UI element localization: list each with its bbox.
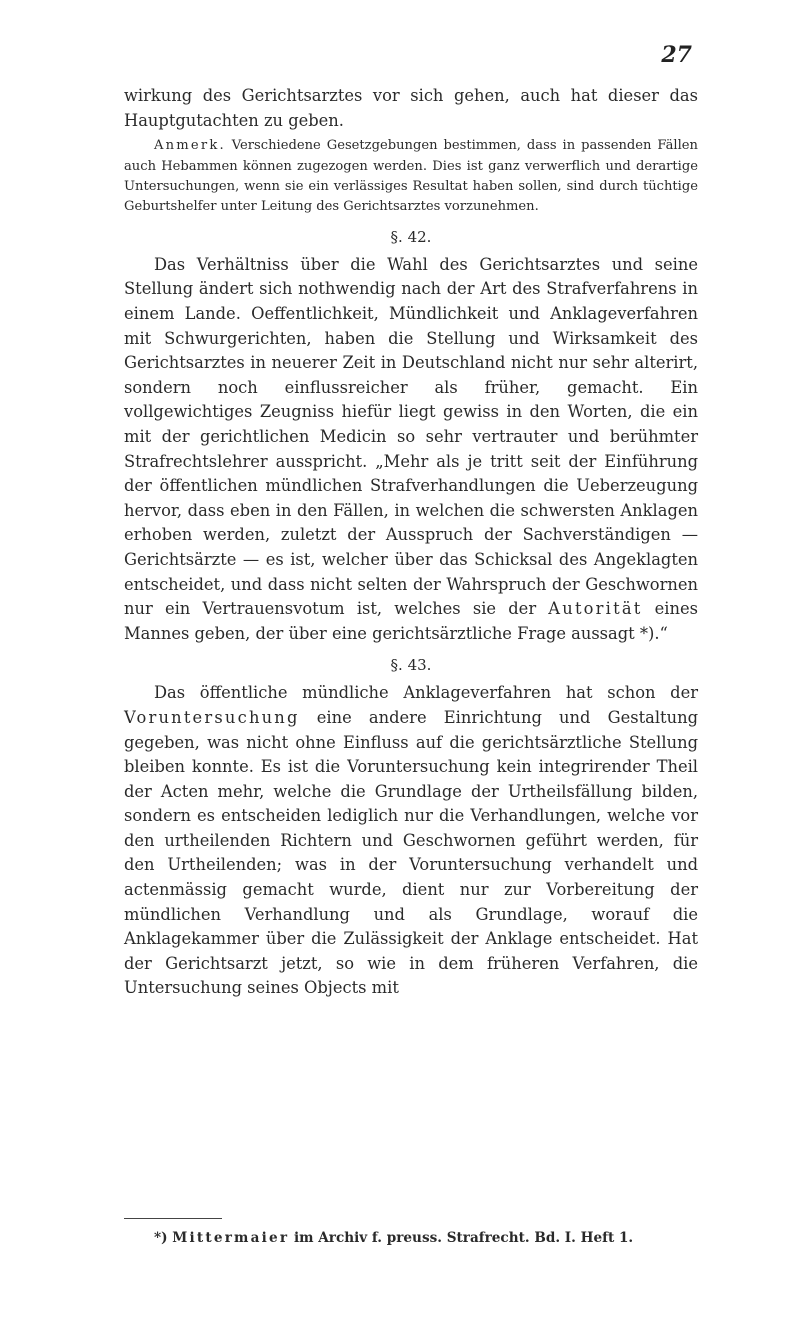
footnote-marker: *) bbox=[154, 1230, 173, 1246]
annotation-text: Verschiedene Gesetzgebungen bestimmen, dass in passenden Fällen auch Hebammen können zugezogen werden. Dies ist ganz verwerflich und derartige Untersuchungen, wenn sie ein verlässiges Resultat haben sollen, sind durch tüchtige Geburtshelfer unter Leitung des Gerichtsarztes vorzunehmen. bbox=[124, 138, 698, 215]
paragraph-continuation: wirkung des Gerichtsarztes vor sich gehen, auch hat dieser das Hauptgutachten zu geben. bbox=[124, 86, 698, 130]
footnote-divider bbox=[124, 1218, 222, 1219]
footnote-text: im Archiv f. preuss. Strafrecht. Bd. I. Heft 1. bbox=[289, 1230, 634, 1246]
footnote-author: Mittermaier bbox=[172, 1230, 290, 1246]
paragraph-43-rest: eine andere Einrichtung und Gestaltung gegeben, was nicht ohne Einfluss auf die gerichtsärztliche Stellung bleiben konnte. Es ist die Voruntersuchung kein integrirender Theil der Acten mehr, welche die Grundlage der Urtheilsfällung bilden, sondern es entscheiden lediglich nur die Verhandlungen, welche vor den urtheilenden Richtern und Geschwornen geführt werden, für den Urtheilenden; was in der Voruntersuchung verhandelt und actenmässig gemacht wurde, dient nur zur Vorbereitung der mündlichen Verhandlung und als Grundlage, worauf die Anklagekammer über die Zulässigkeit der Anklage entscheidet. Hat der Gerichtsarzt jetzt, so wie in dem früheren Verfahren, die Untersuchung seines Objects mit bbox=[124, 707, 698, 998]
paragraph-42-text: Das Verhältniss über die Wahl des Gerichtsarztes und seine Stellung ändert sich nothwendig nach der Art des Strafverfahrens in einem Lande. Oeffentlichkeit, Mündlichkeit und Anklageverfahren mit Schwurgerichten, haben die Stellung und Wirksamkeit des Gerichtsarztes in neuerer Zeit in Deutschland nicht nur sehr alterirt, sondern noch einflussreicher als früher, gemacht. Ein vollgewichtiges Zeugniss hiefür liegt gewiss in den Worten, die ein mit der gerichtlichen Medicin so sehr vertrauter und berühmter Strafrechtslehrer ausspricht. „Mehr als je tritt seit der Einführung der öffentlichen mündlichen Strafverhandlungen die Ueberzeugung hervor, dass eben in den Fällen, in welchen die schwersten Anklagen erhoben werden, zuletzt der Ausspruch der Sachverständigen — Gerichtsärzte — es ist, welcher über das Schicksal des Angeklagten entscheidet, und dass nicht selten der Wahrspruch der Geschwornen nur ein Vertrauensvotum ist, welches sie der bbox=[124, 254, 698, 619]
section-heading-42: §. 42. bbox=[390, 227, 432, 246]
footnote bbox=[154, 1228, 698, 1248]
body-text bbox=[124, 84, 698, 1001]
paragraph-43-start: Das öffentliche mündliche Anklageverfahren hat schon der bbox=[154, 683, 698, 703]
annotation-paragraph bbox=[124, 136, 698, 218]
page-number: 27 bbox=[661, 42, 692, 68]
section-heading-43: §. 43. bbox=[390, 656, 432, 675]
book-page bbox=[124, 0, 698, 1330]
paragraph-section-43 bbox=[124, 681, 698, 1001]
paragraph-42-emphasis: Autorität bbox=[548, 599, 643, 619]
annotation-label: Anmerk. bbox=[154, 138, 226, 154]
paragraph-42-end: eines Mannes geben, der über eine gerichtsärztliche Frage aussagt *).“ bbox=[124, 599, 698, 643]
paragraph-section-42 bbox=[124, 253, 698, 647]
paragraph-43-emphasis: Voruntersuchung bbox=[124, 707, 300, 727]
